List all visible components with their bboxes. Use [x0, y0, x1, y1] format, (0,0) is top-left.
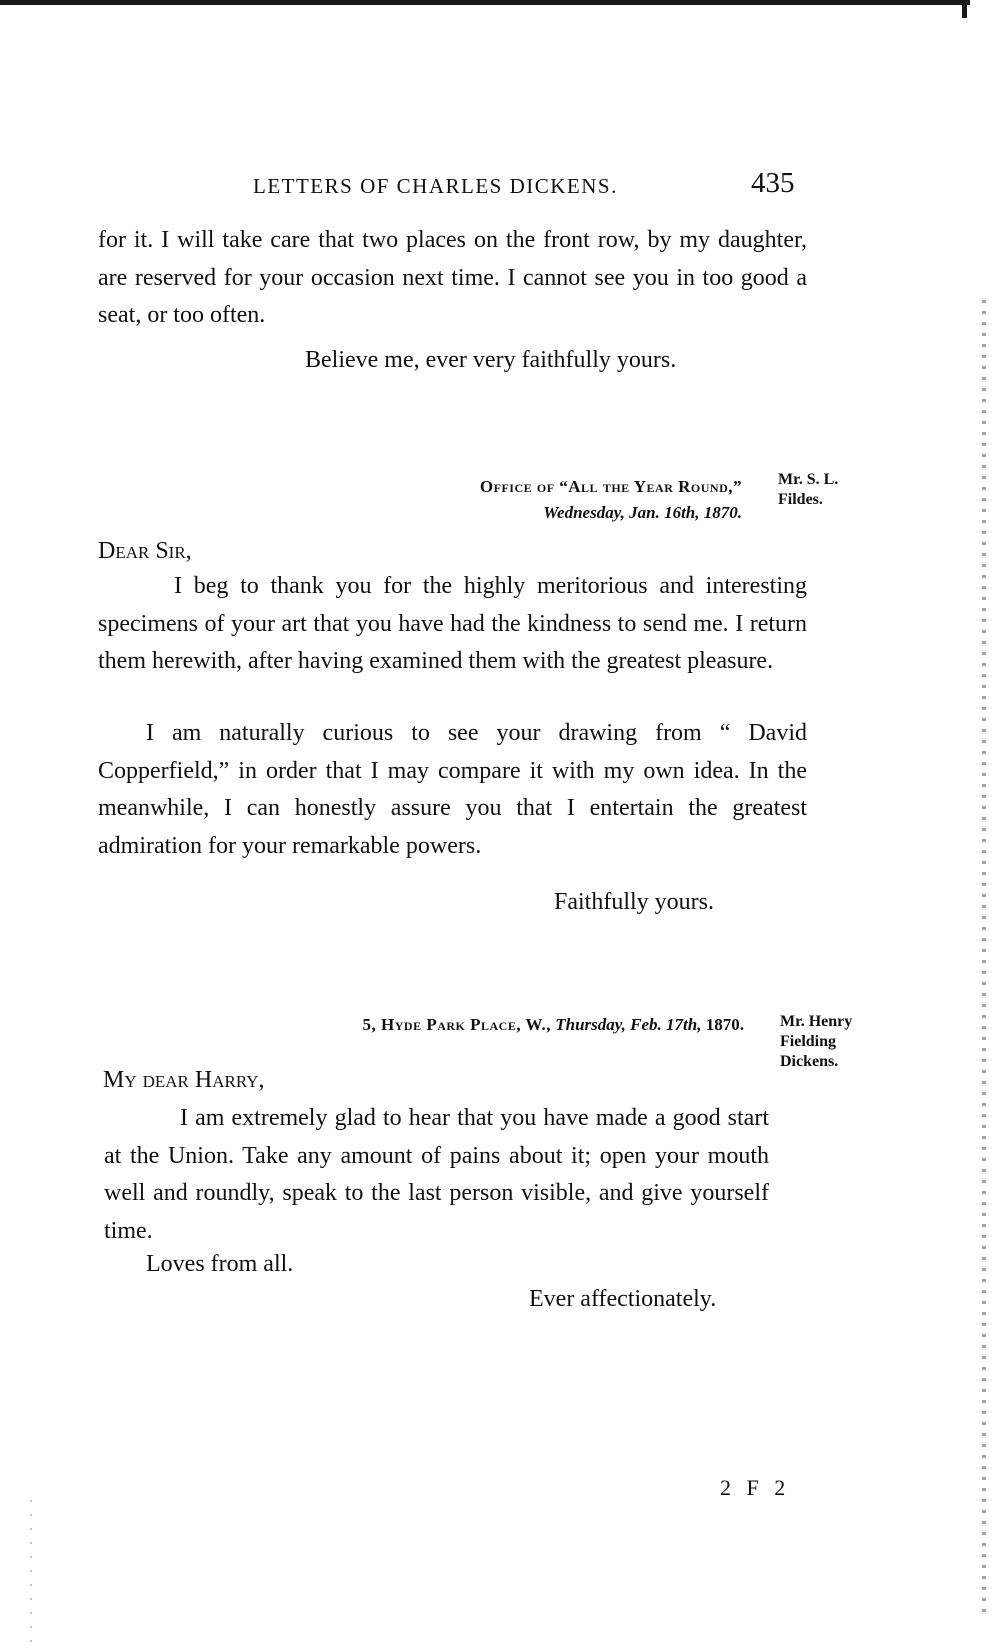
- letter2-recipient-line2: Fielding: [780, 1033, 837, 1050]
- scan-edge-marks-left: [30, 1500, 32, 1650]
- letter2-dateline: [363, 1015, 744, 1035]
- letter2-paragraph-1: I am extremely glad to hear that you have made a good start at the Union. Take any amount of pains about it; open your mouth well and roundly, speak to the last person visible, and give yourself time.: [104, 1105, 769, 1244]
- top-rule-end: [962, 0, 967, 18]
- letter1-salutation: Dear Sir,: [98, 538, 192, 564]
- letter2-closing: Ever affectionately.: [529, 1286, 717, 1312]
- letter1-recipient-note: [778, 470, 838, 510]
- signature-mark: 2 F 2: [720, 1475, 786, 1500]
- letter1-paragraph-2: I am naturally curious to see your drawing from “ David Copperfield,” in order that I may compare it with my own idea. In the meanwhile, I can honestly assure you that I entertain the greatest admiration for your remarkable powers.: [98, 720, 807, 859]
- page-number: 435: [751, 167, 795, 199]
- letter1-closing: Faithfully yours.: [554, 889, 714, 915]
- scan-edge-marks: [982, 300, 986, 1620]
- top-rule: [0, 0, 970, 5]
- letter2-recipient-line1: Mr. Henry: [780, 1013, 853, 1030]
- letter1-recipient-line2: Fildes.: [778, 491, 823, 508]
- continuation-closing: Believe me, ever very faithfully yours.: [305, 347, 677, 373]
- letter1-paragraph-1: I beg to thank you for the highly meritorious and interesting specimens of your art that you have had the kindness to send me. I return them herewith, after having examined them with the greatest pleasure.: [98, 573, 807, 674]
- letter2-date: Thursday, Feb. 17th,: [555, 1015, 702, 1034]
- letter2-paragraph-2: Loves from all.: [146, 1251, 294, 1277]
- continuation-paragraph: for it. I will take care that two places on the front row, by my daughter, are reserved for your occasion next time. I cannot see you in too good a seat, or too often.: [98, 227, 807, 328]
- letter2-address: 5, Hyde Park Place, W.,: [362, 1015, 551, 1034]
- letter1-recipient-line1: Mr. S. L.: [778, 471, 839, 488]
- letter1-date: Wednesday, Jan. 16th, 1870.: [543, 503, 742, 522]
- letter1-address: Office of “All the Year Round,”: [479, 477, 742, 496]
- letter2-recipient-line3: Dickens.: [780, 1053, 839, 1070]
- letter2-salutation: My dear Harry,: [103, 1067, 265, 1093]
- letter2-recipient-note: [780, 1012, 852, 1072]
- letter2-year: 1870.: [705, 1015, 744, 1034]
- running-head: LETTERS OF CHARLES DICKENS.: [253, 174, 618, 198]
